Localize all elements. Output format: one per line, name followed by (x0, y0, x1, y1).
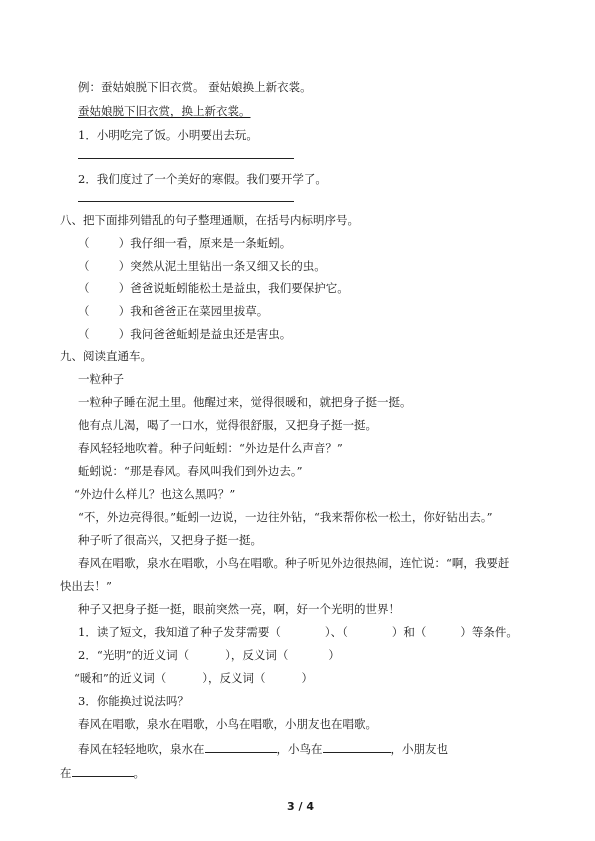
q8-item-4-text: 我和爸爸正在菜园里拔草。 (130, 304, 269, 318)
q9-q2a-text-b: ），反义词（ (225, 648, 289, 662)
example-line-1: 例：蚕姑娘脱下旧衣赏。 蚕姑娘换上新衣裳。 (78, 80, 312, 94)
story-paragraph: “外边什么样儿？也这么黑吗？” (74, 487, 236, 501)
q9-q3-blank-1[interactable] (205, 740, 277, 753)
q9-q2a-text-a: 2．“光明”的近义词（ (78, 648, 190, 662)
q9-q3-last-text-b: 。 (133, 766, 145, 780)
q8-item-1-text: 我仔细一看，原来是一条蚯蚓。 (130, 236, 292, 250)
story-paragraph: 快出去！” (60, 579, 112, 593)
q7-answer-line-1[interactable] (78, 158, 294, 159)
q8-paren-1[interactable]: （ ） (78, 236, 131, 250)
q8-item-2 (78, 259, 326, 273)
q9-question-3: 3．你能换过说法吗？ (78, 694, 189, 708)
q8-paren-2[interactable]: （ ） (78, 259, 131, 273)
story-paragraph: 春风轻轻地吹着。种子问蚯蚓：“外边是什么声音？” (78, 441, 343, 455)
q9-q2a-text-c: ） (328, 648, 340, 662)
q7-item-2: 2．我们度过了一个美好的寒假。我们要开学了。 (78, 172, 327, 186)
q9-q3-last-text-a: 在 (60, 766, 72, 780)
story-paragraph: “不，外边亮得很。”蚯蚓一边说，一边往外钻，“我来帮你松一松土，你好钻出去。” (78, 510, 493, 524)
q9-title: 九、阅读直通车。 (60, 349, 152, 363)
example-answer: 蚕姑娘脱下旧衣赏，换上新衣裳。 (78, 104, 251, 118)
q8-paren-5[interactable]: （ ） (78, 327, 131, 341)
q8-item-4 (78, 304, 268, 318)
q9-q3-blank-2[interactable] (323, 740, 391, 753)
q9-q3-text-a: 春风在轻轻地吹，泉水在 (78, 742, 205, 756)
q8-item-3 (78, 281, 349, 295)
q9-q3-blank-3[interactable] (72, 764, 134, 777)
q7-answer-line-2[interactable] (78, 201, 294, 202)
q9-q1-text-d: ）等条件。 (460, 625, 518, 639)
q9-q1-text-a: 1．读了短文，我知道了种子发芽需要（ (78, 625, 281, 639)
story-paragraph: 一粒种子睡在泥土里。他醒过来，觉得很暖和，就把身子挺一挺。 (78, 395, 412, 409)
q9-q1-text-c: ）和（ (391, 625, 427, 639)
q8-paren-4[interactable]: （ ） (78, 304, 131, 318)
page-number: 3 / 4 (287, 800, 314, 813)
q9-q3-text-b: ，小鸟在 (276, 742, 323, 756)
story-title: 一粒种子 (78, 372, 124, 386)
q9-q2b-text-a: “暖和”的近义词（ (74, 671, 167, 685)
story-paragraph: 他有点儿渴，喝了一口水，觉得很舒服，又把身子挺一挺。 (78, 418, 377, 432)
q9-q3-example: 春风在唱歌，泉水在唱歌，小鸟在唱歌，小朋友也在唱歌。 (78, 717, 377, 731)
q8-item-3-text: 爸爸说蚯蚓能松土是益虫，我们要保护它。 (130, 281, 349, 295)
q9-question-2a (78, 648, 340, 662)
q9-q2b-text-c: ） (301, 671, 314, 685)
q9-q3-fill (78, 740, 448, 756)
q8-item-2-text: 突然从泥土里钻出一条又细又长的虫。 (130, 259, 326, 273)
q9-q2b-text-b: ），反义词（ (202, 671, 266, 685)
q8-item-5-text: 我问爸爸蚯蚓是益虫还是害虫。 (130, 327, 292, 341)
q7-item-1: 1．小明吃完了饭。小明要出去玩。 (78, 128, 258, 142)
story-paragraph: 种子又把身子挺一挺，眼前突然一亮，啊，好一个光明的世界！ (78, 602, 400, 616)
story-paragraph: 蚯蚓说：“那是春风。春风叫我们到外边去。” (78, 464, 303, 478)
q8-paren-3[interactable]: （ ） (78, 281, 131, 295)
story-paragraph: 种子听了很高兴，又把身子挺一挺。 (78, 533, 262, 547)
q9-question-2b (74, 671, 313, 685)
q9-q3-last (60, 764, 145, 780)
q8-title: 八、把下面排列错乱的句子整理通顺，在括号内标明序号。 (60, 213, 359, 227)
q8-item-5 (78, 327, 291, 341)
q9-q1-text-b: ）、（ (324, 625, 348, 639)
story-paragraph: 春风在唱歌，泉水在唱歌，小鸟在唱歌。种子听见外边很热闹，连忙说：“啊，我要赶 (78, 556, 510, 570)
q9-q3-text-c: ，小朋友也 (390, 742, 448, 756)
q8-item-1 (78, 236, 291, 250)
q9-question-1 (78, 625, 518, 639)
